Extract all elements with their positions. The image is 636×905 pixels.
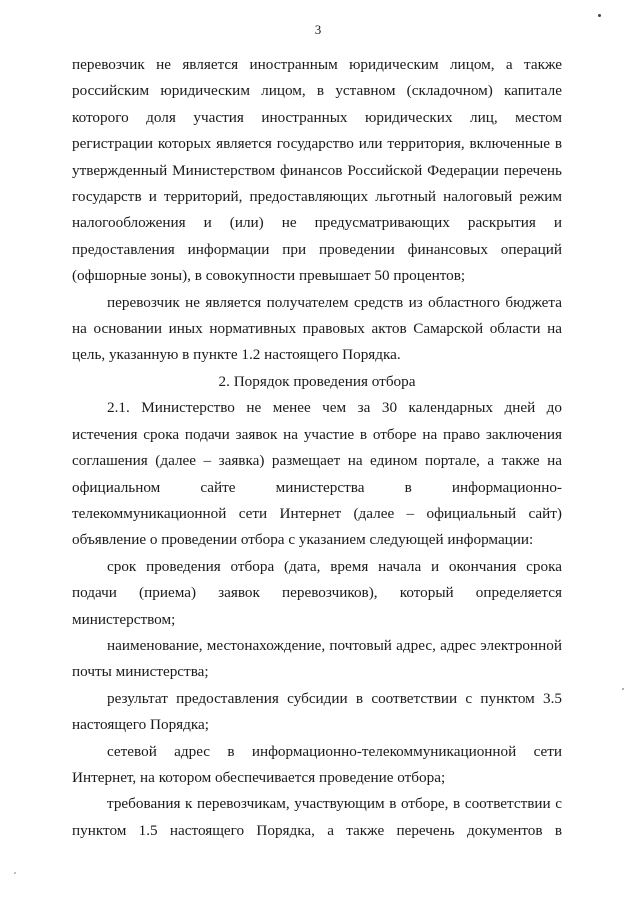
paragraph-ministry-address: наименование, местонахождение, почтовый адрес, адрес электронной почты министерства; <box>72 636 562 681</box>
paragraph-selection-period: срок проведения отбора (дата, время начала и окончания срока подачи (приема) заявок перевозчиков), который определяется министерством; <box>72 557 562 628</box>
scan-speck <box>622 688 624 690</box>
paragraph-subsidy-result: результат предоставления субсидии в соответствии с пунктом 3.5 настоящего Порядка; <box>72 689 562 734</box>
paragraph-clause-2-1: 2.1. Министерство не менее чем за 30 календарных дней до истечения срока подачи заявок на участие в отборе на право заключения соглашения (далее – заявка) размещает на едином портале, а также на официальном сайте министерства в информационно-телекоммуникационной сети Интернет (далее – официальный сайт) объявление о проведении отбора с указанием следующей информации: <box>72 399 562 549</box>
page-number: 3 <box>314 22 322 37</box>
paragraph-carrier-requirements: требования к перевозчикам, участвующим в отборе, в соответствии с пунктом 1.5 настоящего Порядка, а также перечень документов в <box>72 795 562 839</box>
scan-speck <box>598 14 601 17</box>
scan-speck <box>14 872 16 874</box>
paragraph-network-address: сетевой адрес в информационно-телекоммуникационной сети Интернет, на котором обеспечивается проведение отбора; <box>72 742 562 786</box>
paragraph-budget-recipient-condition: перевозчик не является получателем средств из областного бюджета на основании иных нормативных правовых актов Самарской области на цель, указанную в пункте 1.2 настоящего Порядка. <box>72 293 562 364</box>
section-heading: 2. Порядок проведения отбора <box>218 372 416 390</box>
document-body <box>72 52 562 844</box>
paragraph-foreign-entity-condition: перевозчик не является иностранным юридическим лицом, а также российским юридическим лицом, в уставном (складочном) капитале которого доля участия иностранных юридических лиц, местом регистрации которых является государство или территория, включенные в утвержденный Министерством финансов Российской Федерации перечень государств и территорий, предоставляющих льготный налоговый режим налогообложения и (или) не предусматривающих раскрытия и предоставления информации при проведении финансовых операций (офшорные зоны), в совокупности превышает 50 процентов; <box>72 56 562 285</box>
